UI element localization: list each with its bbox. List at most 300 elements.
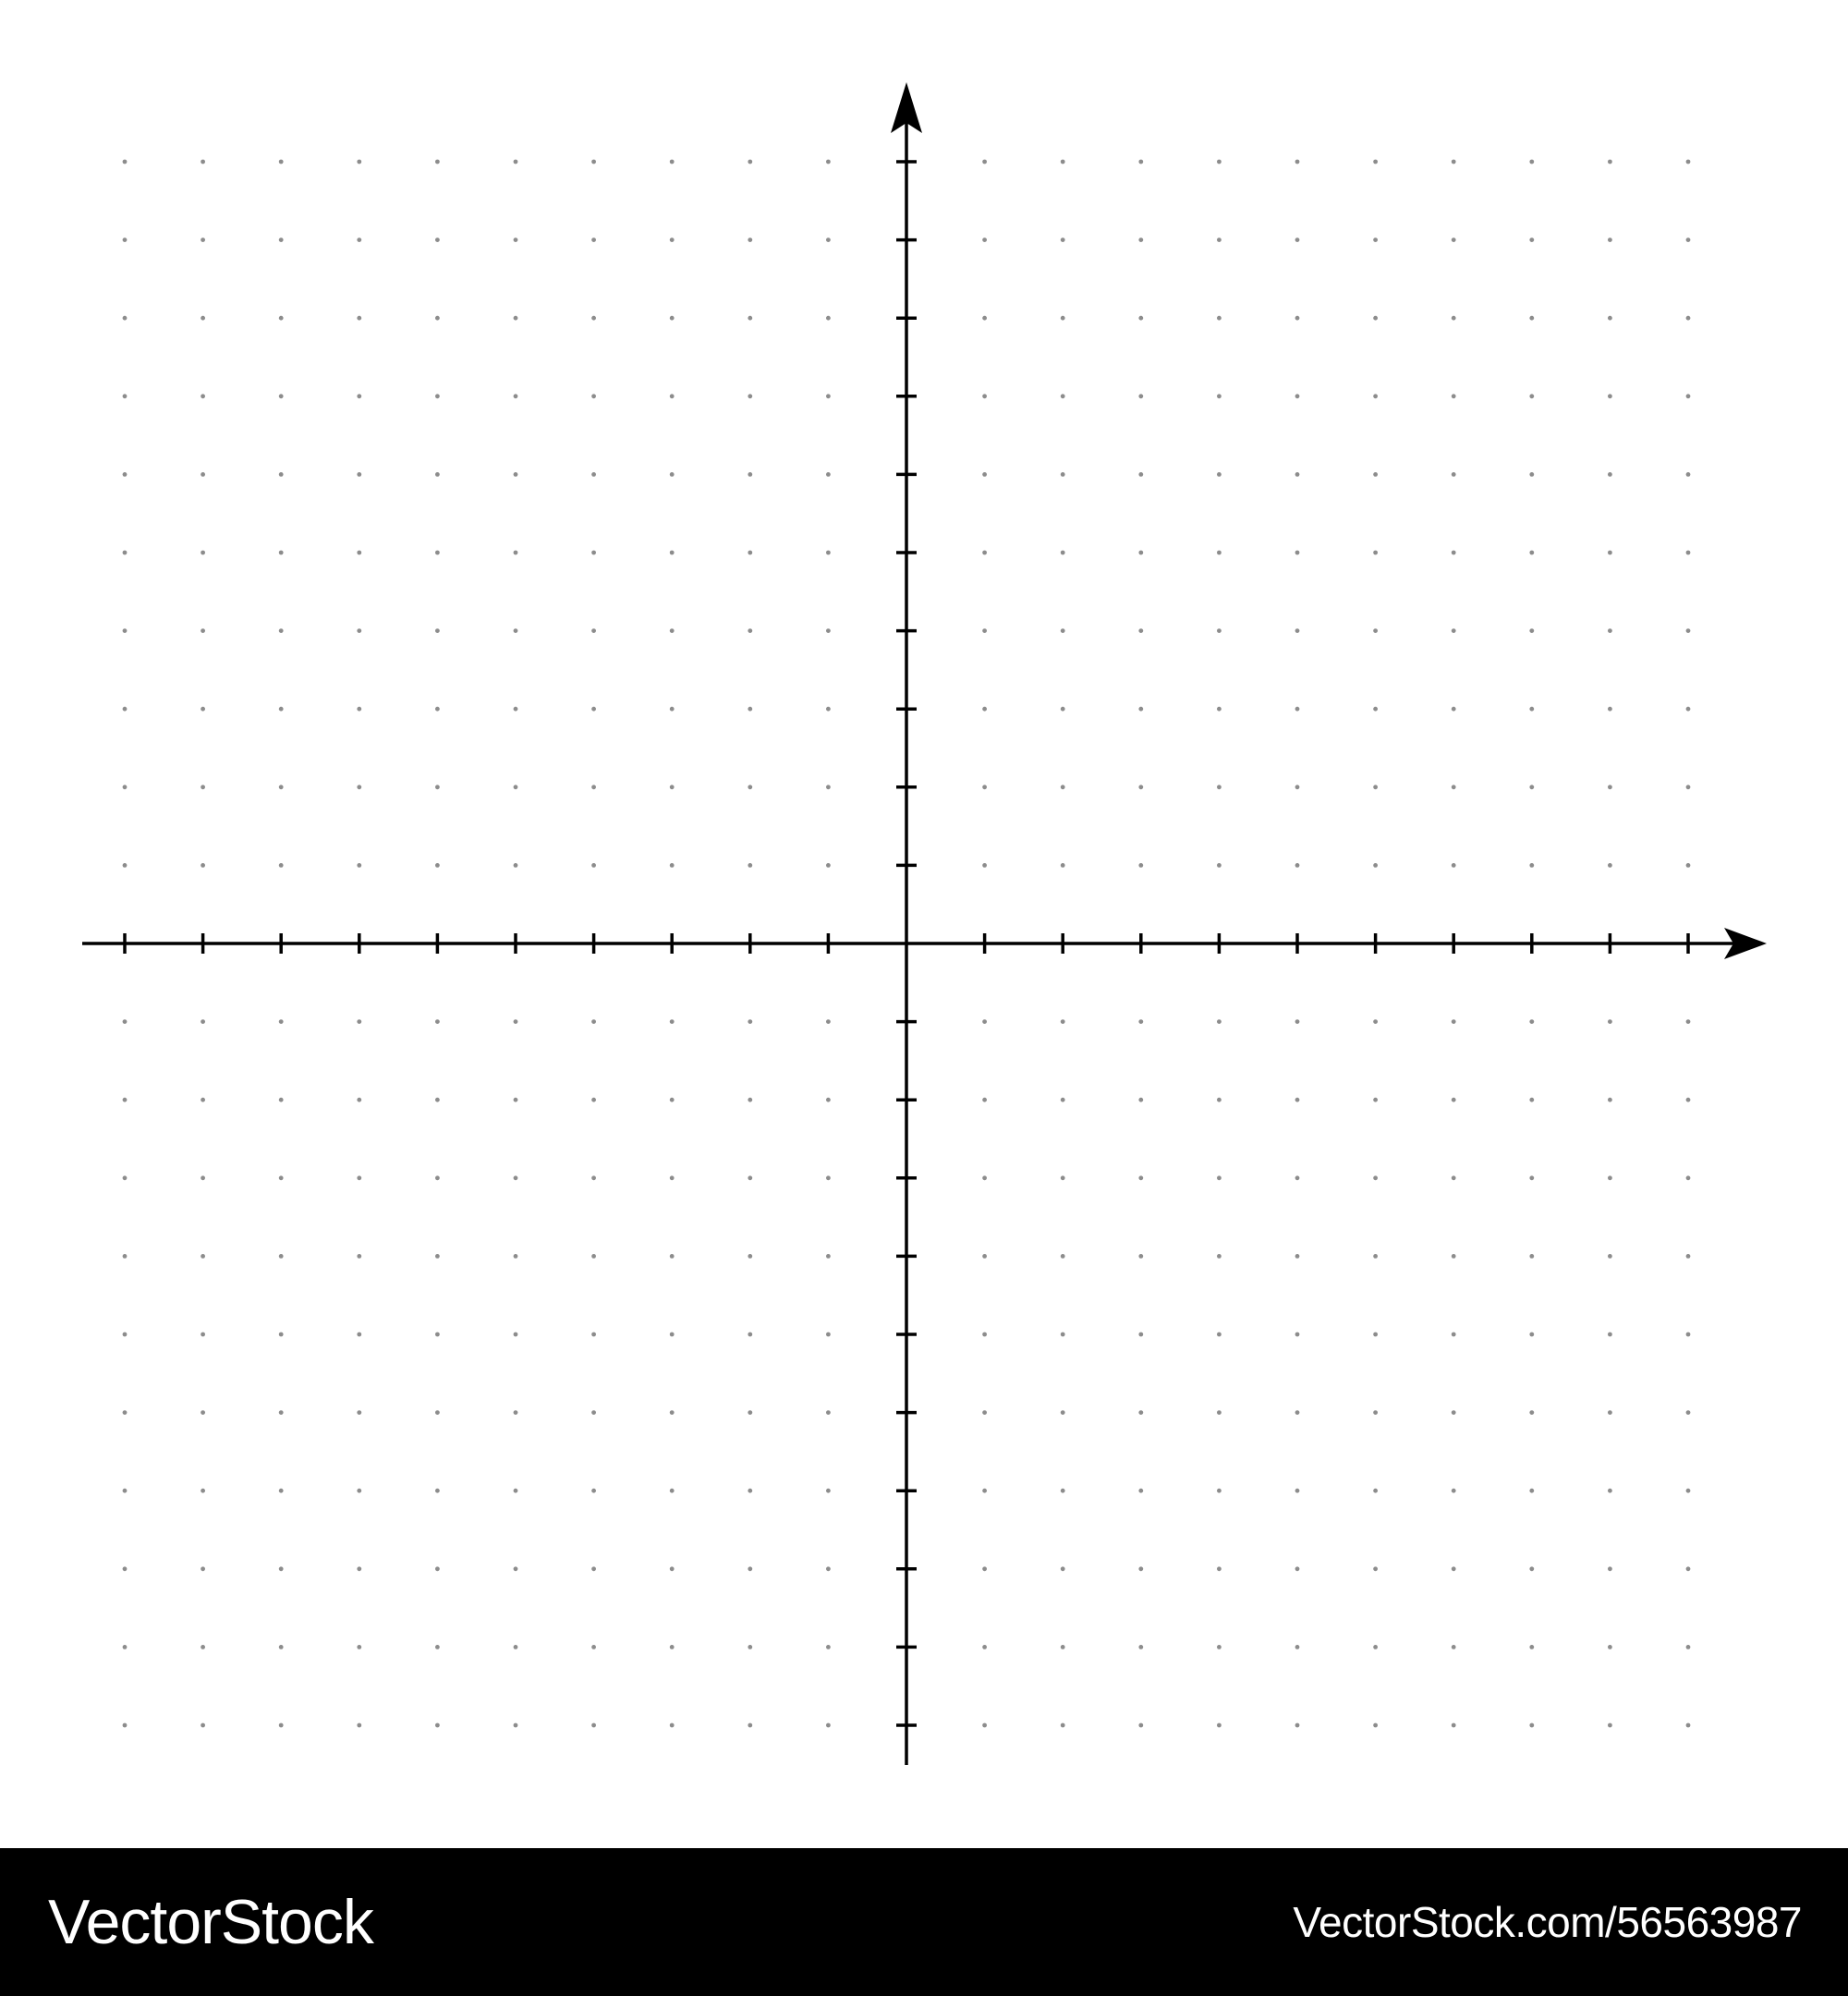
grid-dot: [1138, 394, 1143, 398]
grid-dot: [1452, 1489, 1456, 1493]
grid-dot: [1295, 316, 1300, 321]
grid-dot: [1452, 394, 1456, 398]
grid-dot: [1373, 1566, 1378, 1571]
grid-dot: [1608, 1645, 1612, 1649]
grid-dot: [514, 863, 518, 868]
grid-dot: [279, 628, 284, 633]
grid-dot: [1138, 316, 1143, 321]
grid-dot: [1686, 1254, 1691, 1259]
grid-dot: [435, 316, 440, 321]
grid-dot: [1452, 1098, 1456, 1102]
grid-dot: [1686, 316, 1691, 321]
grid-dot: [826, 316, 831, 321]
grid-dot: [1217, 551, 1222, 555]
grid-dot: [1608, 551, 1612, 555]
grid-dot: [1529, 1019, 1534, 1024]
grid-dot: [123, 160, 128, 164]
grid-dot: [123, 551, 128, 555]
grid-dot: [1529, 394, 1534, 398]
grid-dot: [1295, 1566, 1300, 1571]
grid-dot: [591, 1254, 596, 1259]
grid-dot: [1608, 1489, 1612, 1493]
grid-dot: [1686, 1175, 1691, 1180]
grid-dot: [982, 785, 987, 789]
grid-dot: [357, 1254, 361, 1259]
grid-dot: [279, 1723, 284, 1728]
grid-dot: [748, 1410, 752, 1415]
grid-dot: [1295, 785, 1300, 789]
grid-dot: [201, 160, 205, 164]
grid-dot: [826, 1333, 831, 1337]
grid-dot: [591, 863, 596, 868]
grid-dot: [1452, 785, 1456, 789]
grid-dot: [357, 628, 361, 633]
grid-dot: [1608, 1566, 1612, 1571]
grid-dot: [591, 785, 596, 789]
grid-dot: [982, 1410, 987, 1415]
grid-dot: [670, 785, 675, 789]
grid-dot: [201, 1254, 205, 1259]
grid-dot: [1061, 707, 1065, 712]
grid-dot: [1608, 785, 1612, 789]
grid-dot: [514, 1254, 518, 1259]
grid-dot: [1061, 394, 1065, 398]
grid-dot: [357, 1019, 361, 1024]
grid-dot: [1529, 237, 1534, 242]
grid-dot: [1373, 1489, 1378, 1493]
grid-dot: [591, 1098, 596, 1102]
grid-dot: [435, 1723, 440, 1728]
grid-dot: [201, 628, 205, 633]
grid-dot: [123, 1723, 128, 1728]
grid-dot: [1217, 1098, 1222, 1102]
grid-dot: [514, 472, 518, 477]
grid-dot: [201, 394, 205, 398]
grid-dot: [123, 1098, 128, 1102]
grid-dot: [1529, 1333, 1534, 1337]
grid-dot: [1529, 551, 1534, 555]
grid-dot: [670, 863, 675, 868]
grid-dot: [1295, 551, 1300, 555]
grid-dot: [1686, 237, 1691, 242]
grid-dot: [1217, 316, 1222, 321]
grid-dot: [826, 1645, 831, 1649]
grid-dot: [1138, 1019, 1143, 1024]
grid-dot: [279, 1098, 284, 1102]
grid-dot: [1061, 160, 1065, 164]
grid-dot: [1138, 1723, 1143, 1728]
grid-dot: [279, 1254, 284, 1259]
grid-dot: [435, 1410, 440, 1415]
grid-dot: [201, 863, 205, 868]
grid-dot: [123, 237, 128, 242]
grid-dot: [1138, 551, 1143, 555]
grid-dot: [201, 1489, 205, 1493]
grid-dot: [1138, 1333, 1143, 1337]
grid-dot: [435, 863, 440, 868]
grid-dot: [514, 707, 518, 712]
grid-dot: [670, 1410, 675, 1415]
grid-dot: [670, 1645, 675, 1649]
grid-dot: [1217, 237, 1222, 242]
grid-dot: [1452, 1333, 1456, 1337]
grid-dot: [435, 1019, 440, 1024]
grid-dot: [1295, 1098, 1300, 1102]
grid-dot: [1217, 1723, 1222, 1728]
watermark-url: VectorStock.com/56563987: [1293, 1898, 1802, 1946]
grid-dot: [1686, 1723, 1691, 1728]
grid-dot: [1217, 472, 1222, 477]
grid-dot: [435, 785, 440, 789]
grid-dot: [1138, 472, 1143, 477]
grid-dot: [670, 1254, 675, 1259]
grid-dot: [1373, 628, 1378, 633]
grid-dot: [201, 472, 205, 477]
grid-dot: [1608, 316, 1612, 321]
grid-dot: [279, 1333, 284, 1337]
grid-dot: [435, 1175, 440, 1180]
grid-dot: [1217, 628, 1222, 633]
grid-dot: [1608, 1333, 1612, 1337]
grid-dot: [670, 1098, 675, 1102]
grid-dot: [1529, 1175, 1534, 1180]
grid-dot: [748, 1723, 752, 1728]
grid-dot: [357, 1566, 361, 1571]
grid-dot: [1295, 237, 1300, 242]
grid-dot: [1295, 1175, 1300, 1180]
grid-dot: [1452, 551, 1456, 555]
grid-dot: [591, 1333, 596, 1337]
grid-dot: [748, 551, 752, 555]
grid-dot: [748, 1175, 752, 1180]
grid-dot: [748, 472, 752, 477]
grid-dot: [1061, 1333, 1065, 1337]
grid-dot: [435, 1254, 440, 1259]
grid-dot: [435, 551, 440, 555]
grid-dot: [279, 237, 284, 242]
grid-dot: [748, 1645, 752, 1649]
grid-dot: [748, 863, 752, 868]
grid-dot: [1061, 237, 1065, 242]
grid-dot: [748, 707, 752, 712]
grid-dot: [201, 237, 205, 242]
grid-dot: [357, 237, 361, 242]
grid-dot: [279, 160, 284, 164]
grid-dot: [201, 1410, 205, 1415]
grid-dot: [1686, 863, 1691, 868]
grid-dot: [1529, 1098, 1534, 1102]
grid-dot: [1608, 1098, 1612, 1102]
grid-dot: [982, 551, 987, 555]
grid-dot: [1373, 863, 1378, 868]
grid-dot: [279, 551, 284, 555]
grid-dot: [123, 1410, 128, 1415]
grid-dot: [435, 160, 440, 164]
grid-dot: [591, 1566, 596, 1571]
grid-dot: [1295, 1489, 1300, 1493]
grid-dot: [982, 472, 987, 477]
grid-dot: [591, 1175, 596, 1180]
grid-dot: [1686, 628, 1691, 633]
grid-dot: [1529, 1489, 1534, 1493]
grid-dot: [1217, 1019, 1222, 1024]
grid-dot: [123, 1489, 128, 1493]
grid-dot: [982, 628, 987, 633]
grid-dot: [826, 1489, 831, 1493]
grid-dot: [123, 394, 128, 398]
grid-dot: [1452, 1254, 1456, 1259]
grid-dot: [1138, 160, 1143, 164]
grid-dot: [826, 628, 831, 633]
grid-dot: [748, 160, 752, 164]
grid-dot: [1529, 160, 1534, 164]
grid-dot: [279, 1019, 284, 1024]
grid-dot: [357, 1175, 361, 1180]
grid-dot: [748, 394, 752, 398]
grid-dot: [1061, 1566, 1065, 1571]
grid-dot: [435, 472, 440, 477]
grid-dot: [1686, 1098, 1691, 1102]
grid-dot: [1373, 160, 1378, 164]
grid-dot: [670, 707, 675, 712]
grid-dot: [1373, 1333, 1378, 1337]
grid-dot: [1452, 237, 1456, 242]
grid-dot: [1608, 1254, 1612, 1259]
grid-dot: [514, 1098, 518, 1102]
grid-dot: [1686, 551, 1691, 555]
grid-dot: [123, 472, 128, 477]
grid-dot: [748, 1333, 752, 1337]
grid-dot: [1061, 785, 1065, 789]
grid-dot: [1686, 472, 1691, 477]
watermark-brand: VectorStock: [48, 1887, 373, 1957]
grid-dot: [123, 316, 128, 321]
grid-dot: [435, 1489, 440, 1493]
grid-dot: [514, 628, 518, 633]
grid-dot: [591, 707, 596, 712]
grid-dot: [826, 1410, 831, 1415]
grid-dot: [1608, 472, 1612, 477]
grid-dot: [357, 316, 361, 321]
grid-dot: [1373, 1645, 1378, 1649]
grid-dot: [1686, 1410, 1691, 1415]
grid-dot: [1295, 707, 1300, 712]
grid-dot: [201, 1019, 205, 1024]
grid-dot: [1373, 1175, 1378, 1180]
grid-dot: [279, 1645, 284, 1649]
grid-dot: [1138, 1566, 1143, 1571]
grid-dot: [982, 707, 987, 712]
grid-dot: [201, 1645, 205, 1649]
grid-dot: [826, 1566, 831, 1571]
grid-dot: [748, 316, 752, 321]
grid-dot: [357, 1410, 361, 1415]
grid-dot: [1217, 1566, 1222, 1571]
grid-dot: [201, 1333, 205, 1337]
grid-dot: [1452, 1175, 1456, 1180]
grid-dot: [514, 1566, 518, 1571]
grid-dot: [201, 707, 205, 712]
grid-dot: [1217, 1489, 1222, 1493]
grid-dot: [123, 1333, 128, 1337]
grid-dot: [1295, 628, 1300, 633]
grid-dot: [1686, 1489, 1691, 1493]
grid-dot: [1217, 707, 1222, 712]
grid-dot: [1061, 1410, 1065, 1415]
grid-dot: [201, 1566, 205, 1571]
grid-dot: [670, 160, 675, 164]
grid-dot: [1686, 785, 1691, 789]
grid-dot: [1529, 1645, 1534, 1649]
grid-dot: [1373, 316, 1378, 321]
grid-dot: [1217, 863, 1222, 868]
grid-dot: [279, 472, 284, 477]
grid-dot: [591, 551, 596, 555]
grid-dot: [435, 237, 440, 242]
grid-dot: [514, 1333, 518, 1337]
grid-dot: [435, 1098, 440, 1102]
grid-dot: [982, 1254, 987, 1259]
grid-dot: [1061, 1019, 1065, 1024]
grid-dot: [826, 394, 831, 398]
grid-dot: [279, 316, 284, 321]
grid-dot: [826, 863, 831, 868]
grid-dot: [591, 472, 596, 477]
grid-dot: [591, 628, 596, 633]
grid-dot: [826, 551, 831, 555]
grid-dot: [1529, 785, 1534, 789]
grid-dot: [1061, 1098, 1065, 1102]
grid-dot: [591, 1410, 596, 1415]
grid-dot: [1061, 316, 1065, 321]
grid-dot: [1061, 628, 1065, 633]
grid-dot: [1452, 707, 1456, 712]
grid-dot: [1138, 628, 1143, 633]
grid-dot: [123, 707, 128, 712]
grid-dot: [1295, 1410, 1300, 1415]
grid-dot: [982, 237, 987, 242]
grid-dot: [826, 785, 831, 789]
grid-dot: [357, 1645, 361, 1649]
grid-dot: [357, 551, 361, 555]
grid-dot: [1138, 1410, 1143, 1415]
grid-dot: [357, 1489, 361, 1493]
grid-dot: [982, 316, 987, 321]
grid-dot: [1217, 1254, 1222, 1259]
grid-dot: [1295, 1019, 1300, 1024]
grid-dot: [982, 1098, 987, 1102]
grid-dot: [1529, 472, 1534, 477]
grid-dot: [1452, 1410, 1456, 1415]
grid-dot: [1452, 628, 1456, 633]
grid-dot: [201, 551, 205, 555]
grid-dot: [591, 1723, 596, 1728]
grid-dot: [1138, 1489, 1143, 1493]
grid-dot: [748, 1566, 752, 1571]
grid-dot: [435, 1645, 440, 1649]
grid-dot: [1061, 1489, 1065, 1493]
grid-dot: [670, 394, 675, 398]
grid-dot: [201, 1098, 205, 1102]
grid-dot: [591, 1019, 596, 1024]
grid-dot: [670, 1019, 675, 1024]
grid-dot: [357, 707, 361, 712]
grid-dot: [514, 316, 518, 321]
grid-dot: [1295, 1723, 1300, 1728]
grid-dot: [982, 1019, 987, 1024]
grid-dot: [435, 1333, 440, 1337]
grid-dot: [279, 1175, 284, 1180]
grid-dot: [123, 1019, 128, 1024]
grid-dot: [670, 551, 675, 555]
grid-dot: [514, 1489, 518, 1493]
grid-dot: [1138, 863, 1143, 868]
grid-dot: [201, 1175, 205, 1180]
grid-dot: [1452, 1019, 1456, 1024]
grid-dot: [1061, 551, 1065, 555]
grid-dot: [826, 160, 831, 164]
grid-dot: [1686, 1645, 1691, 1649]
grid-dot: [1686, 707, 1691, 712]
grid-dot: [1217, 160, 1222, 164]
grid-dot: [357, 394, 361, 398]
grid-dot: [1452, 1723, 1456, 1728]
grid-dot: [748, 1098, 752, 1102]
grid-dot: [1217, 1175, 1222, 1180]
grid-dot: [826, 472, 831, 477]
grid-dot: [357, 1723, 361, 1728]
grid-dot: [1452, 316, 1456, 321]
grid-dot: [435, 707, 440, 712]
grid-dot: [1373, 1254, 1378, 1259]
grid-dot: [357, 472, 361, 477]
grid-dot: [670, 1333, 675, 1337]
grid-dot: [514, 160, 518, 164]
grid-dot: [435, 394, 440, 398]
grid-dot: [357, 160, 361, 164]
grid-dot: [748, 628, 752, 633]
grid-dot: [1295, 472, 1300, 477]
grid-dot: [1608, 628, 1612, 633]
grid-dot: [123, 863, 128, 868]
grid-dot: [1061, 1645, 1065, 1649]
grid-dot: [1295, 1333, 1300, 1337]
grid-dot: [1217, 1645, 1222, 1649]
grid-dot: [748, 237, 752, 242]
grid-dot: [123, 1645, 128, 1649]
grid-dot: [435, 1566, 440, 1571]
grid-dot: [1138, 785, 1143, 789]
grid-dot: [1529, 863, 1534, 868]
grid-dot: [1295, 160, 1300, 164]
grid-dot: [982, 1175, 987, 1180]
grid-dot: [1529, 1723, 1534, 1728]
grid-dot: [1452, 1645, 1456, 1649]
grid-dot: [1686, 1566, 1691, 1571]
grid-dot: [748, 785, 752, 789]
grid-dot: [1529, 628, 1534, 633]
grid-dot: [826, 1254, 831, 1259]
grid-dot: [826, 1723, 831, 1728]
grid-dot: [1608, 160, 1612, 164]
grid-dot: [591, 237, 596, 242]
grid-dot: [514, 1410, 518, 1415]
grid-dot: [279, 863, 284, 868]
grid-dot: [1608, 394, 1612, 398]
grid-dot: [826, 1175, 831, 1180]
grid-dot: [1373, 785, 1378, 789]
grid-dot: [1608, 707, 1612, 712]
